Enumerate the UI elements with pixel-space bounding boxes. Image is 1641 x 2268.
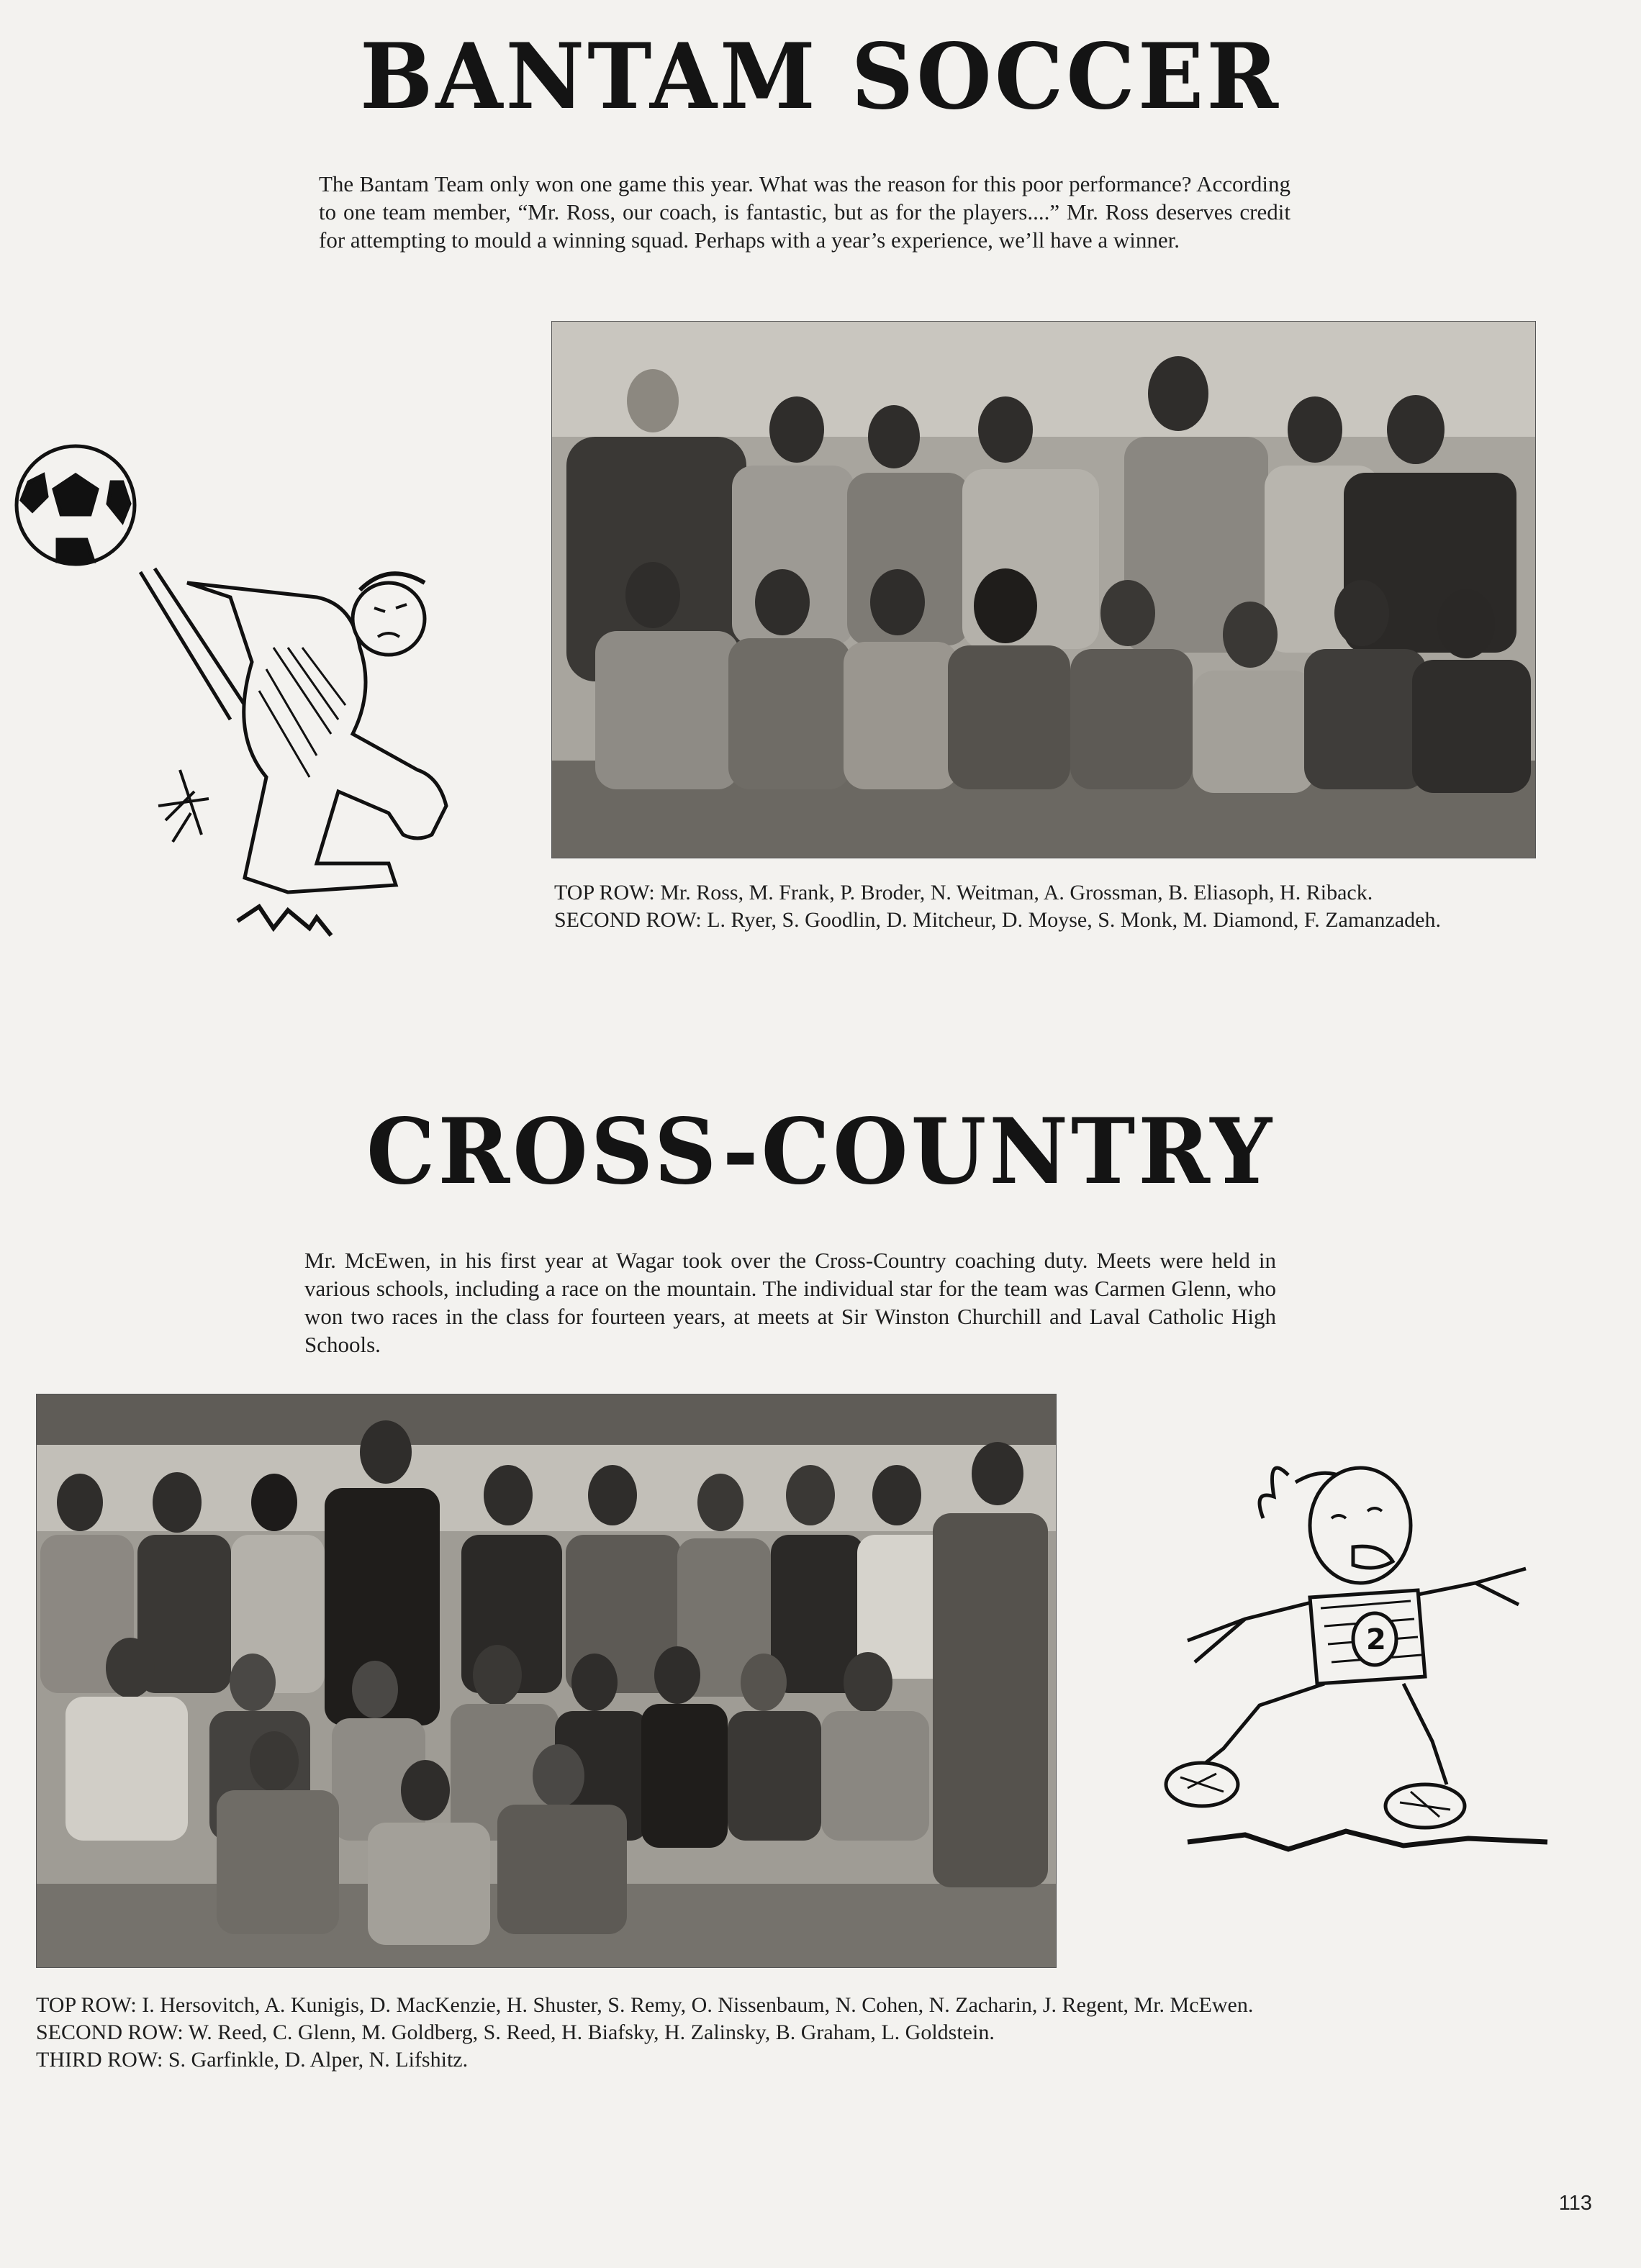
bantam-team-photo [551, 321, 1536, 858]
runner-bib-number: 2 [1366, 1623, 1386, 1656]
cc-caption-top-row: TOP ROW: I. Hersovitch, A. Kunigis, D. MacKenzie, H. Shuster, S. Remy, O. Nissenbaum, N. Cohen, N. Zacharin, J. Regent, Mr. McEwen. [36, 1993, 1254, 2017]
runner-cartoon [1144, 1446, 1591, 1864]
cross-country-caption [36, 1992, 1605, 2074]
page-number: 113 [1558, 2192, 1592, 2215]
cc-caption-third-row: THIRD ROW: S. Garfinkle, D. Alper, N. Lifshitz. [36, 2048, 469, 2072]
bantam-soccer-paragraph: The Bantam Team only won one game this year. What was the reason for this poor performance? According to one team member, “Mr. Ross, our coach, is fantastic, but as for the players....” Mr. Ross deserves credit for attempting to mould a winning squad. Perhaps with a year’s experience, we’ll have a winner. [319, 171, 1290, 253]
cross-country-team-photo [36, 1394, 1057, 1968]
cross-country-title: CROSS-COUNTRY [366, 1098, 1275, 1205]
soccer-kicker-cartoon [14, 432, 504, 950]
cc-caption-second-row: SECOND ROW: W. Reed, C. Glenn, M. Goldberg, S. Reed, H. Biafsky, H. Zalinsky, B. Graham, L. Goldstein. [36, 2020, 995, 2044]
bantam-caption-top-row: TOP ROW: Mr. Ross, M. Frank, P. Broder, N. Weitman, A. Grossman, B. Eliasoph, H. Riback. [554, 881, 1373, 904]
bantam-soccer-caption [554, 879, 1533, 934]
cross-country-paragraph: Mr. McEwen, in his first year at Wagar took over the Cross-Country coaching duty. Meets were held in various schools, including a race on the mountain. The individual star for the team was Carmen Glenn, who won two races in the class for fourteen years, at meets at Sir Winston Churchill and Laval Catholic High Schools. [304, 1248, 1276, 1357]
bantam-soccer-title: BANTAM SOCCER [359, 23, 1282, 130]
bantam-caption-second-row: SECOND ROW: L. Ryer, S. Goodlin, D. Mitcheur, D. Moyse, S. Monk, M. Diamond, F. Zamanzadeh. [554, 908, 1441, 932]
